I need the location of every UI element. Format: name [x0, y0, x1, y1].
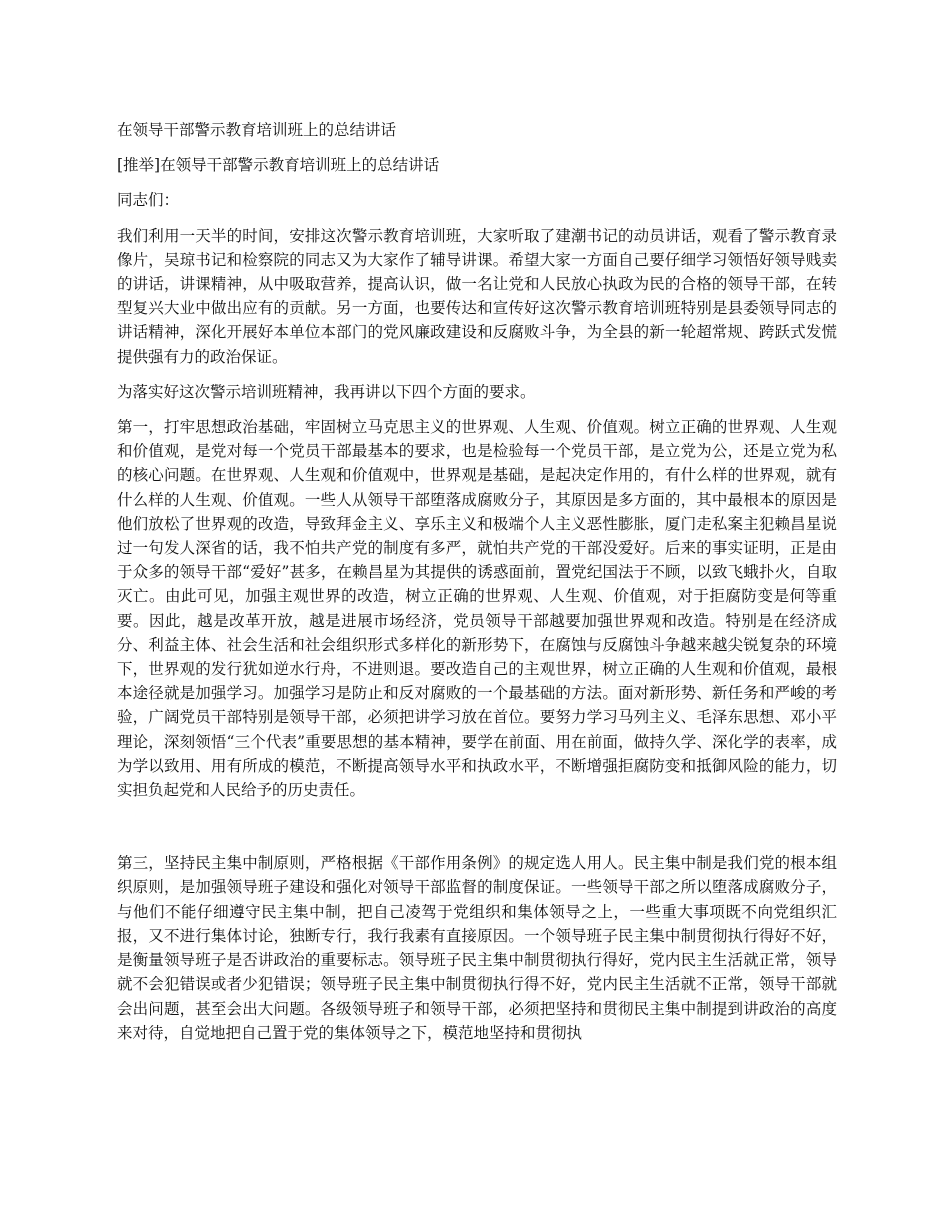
paragraph-first-point: 第一，打牢思想政治基础，牢固树立马克思主义的世界观、人生观、价值观。树立正确的世界观、人生观和价值观，是党对每一个党员干部最基本的要求，也是检验每一个党员干部，是立党为公，还是立党为私的核心问题。在世界观、人生观和价值观中，世界观是基础，是起决定作用的，有什么样的世界观，就有什么样的人生观、价值观。一些人从领导干部堕落成腐败分子，其原因是多方面的，其中最根本的原因是他们放松了世界观的改造，导致拜金主义、享乐主义和极端个人主义恶性膨胀，厦门走私案主犯赖昌星说过一句发人深省的话，我不怕共产党的制度有多严，就怕共产党的干部没爱好。后来的事实证明，正是由于众多的领导干部“爱好”甚多，在赖昌星为其提供的诱惑面前，置党纪国法于不顾，以致飞蛾扑火，自取灭亡。由此可见，加强主观世界的改造，树立正确的世界观、人生观、价值观，对于拒腐防变是何等重要。因此，越是改革开放，越是进展市场经济，党员领导干部越要加强世界观和改造。特别是在经济成分、利益主体、社会生活和社会组织形式多样化的新形势下，在腐蚀与反腐蚀斗争越来越尖锐复杂的环境下，世界观的发行犹如逆水行舟，不进则退。要改造自己的主观世界，树立正确的人生观和价值观，最根本途径就是加强学习。加强学习是防止和反对腐败的一个最基础的方法。面对新形势、新任务和严峻的考验，广阔党员干部特别是领导干部，必须把讲学习放在首位。要努力学习马列主义、毛泽东思想、邓小平理论，深刻领悟“三个代表”重要思想的基本精神，要学在前面、用在前面，做持久学、深化学的表率，成为学以致用、用有所成的模范，不断提高领导水平和执政水平，不断增强拒腐防变和抵御风险的能力，切实担负起党和人民给予的历史责任。 — [117, 418, 837, 800]
salutation: 同志们： — [117, 191, 180, 210]
paragraph-third-point: 第三，坚持民主集中制原则，严格根据《干部作用条例》的规定选人用人。民主集中制是我们党的根本组织原则，是加强领导班子建设和强化对领导干部监督的制度保证。一些领导干部之所以堕落成腐败分子，与他们不能仔细遵守民主集中制，把自己凌驾于党组织和集体领导之上，一些重大事项既不向党组织汇报，又不进行集体讨论，独断专行，我行我素有直接原因。一个领导班子民主集中制贯彻执行得好不好，是衡量领导班子是否讲政治的重要标志。领导班子民主集中制贯彻执行得好，党内民主生活就正常，领导就不会犯错误或者少犯错误；领导班子民主集中制贯彻执行得不好，党内民主生活就不正常，领导干部就会出问题，甚至会出大问题。各级领导班子和领导干部，必须把坚持和贯彻民主集中制提到讲政治的高度来对待，自觉地把自己置于党的集体领导之下，模范地坚持和贯彻执 — [117, 854, 837, 1042]
document-title: 在领导干部警示教育培训班上的总结讲话 — [117, 121, 397, 139]
paragraph-requirements: 为落实好这次警示培训班精神，我再讲以下四个方面的要求。 — [117, 382, 536, 401]
document-subtitle: [推举]在领导干部警示教育培训班上的总结讲话 — [117, 156, 440, 175]
section-gap — [117, 813, 837, 851]
paragraph-intro: 我们利用一天半的时间，安排这次警示教育培训班，大家听取了建潮书记的动员讲话，观看了警示教育录像片，吴琼书记和检察院的同志又为大家作了辅导讲课。希望大家一方面自己要仔细学习领悟好领导贱卖的讲话，讲课精神，从中吸取营养，提高认识，做一名让党和人民放心执政为民的合格的领导干部，在转型复兴大业中做出应有的贡献。另一方面，也要传达和宣传好这次警示教育培训班特别是县委领导同志的讲话精神，深化开展好本单位本部门的党风廉政建设和反腐败斗争，为全县的新一轮超常规、跨跃式发慌提供强有力的政治保证。 — [117, 226, 837, 366]
document-page — [117, 118, 837, 1056]
